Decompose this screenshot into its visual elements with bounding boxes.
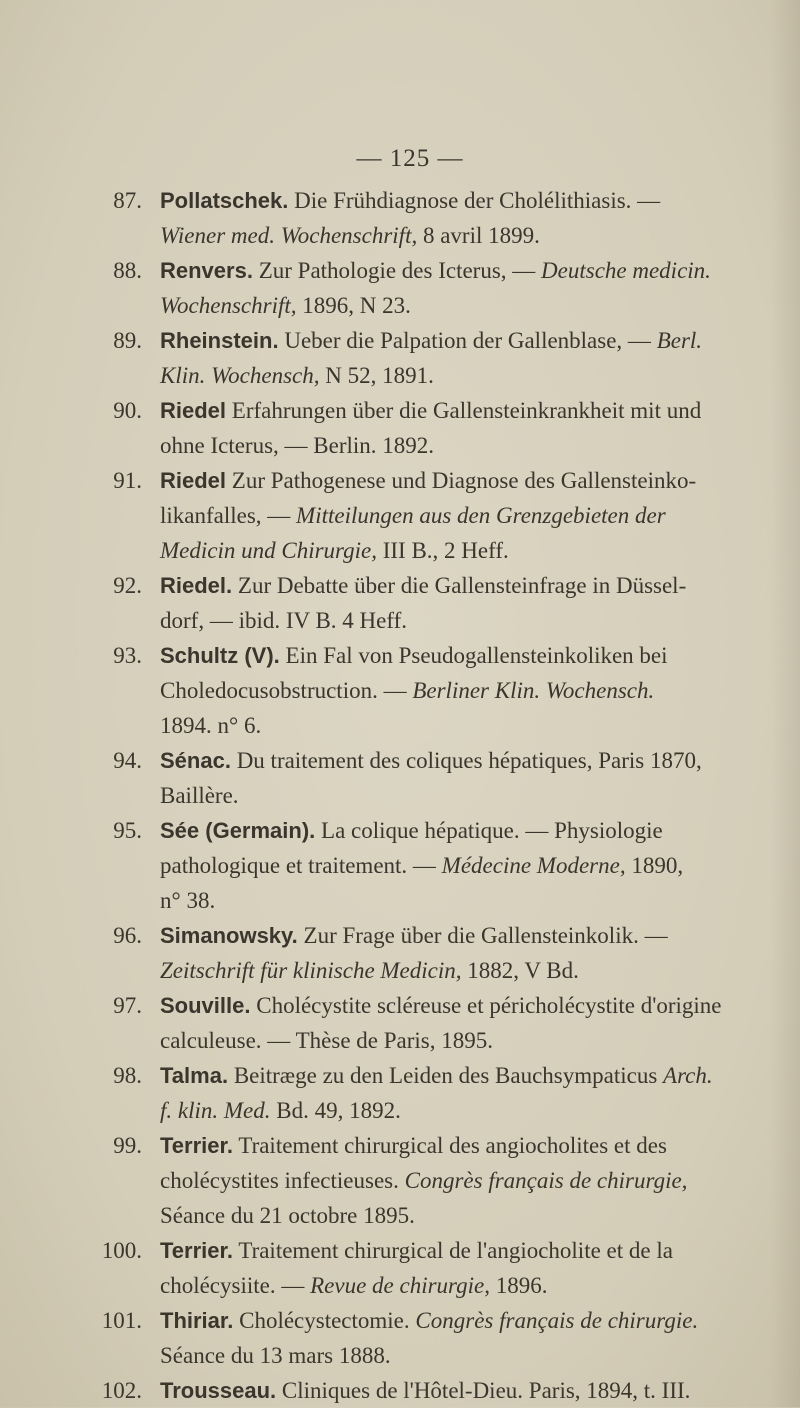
entry-number: 91. bbox=[113, 468, 142, 493]
entry-text: likanfalles, — bbox=[160, 503, 297, 528]
entry-author: Souville. bbox=[160, 993, 251, 1018]
entry-number: 88. bbox=[113, 258, 142, 283]
entry-text: III B., 2 Heff. bbox=[376, 538, 509, 563]
entry-text: calculeuse. — Thèse de Paris, 1895. bbox=[160, 1028, 493, 1053]
entry-text: Traitement chirurgical des angiocholites et des bbox=[238, 1133, 667, 1158]
entry-text: cholécysiite. — bbox=[160, 1273, 311, 1298]
entry-author: Sénac. bbox=[160, 748, 231, 773]
journal-title: Congrès français de chirurgie. bbox=[415, 1308, 699, 1333]
entry-number: 94. bbox=[113, 748, 142, 773]
list-item bbox=[86, 253, 746, 323]
list-item bbox=[86, 1303, 746, 1373]
list-item bbox=[86, 568, 746, 638]
entry-text: Bd. 49, 1892. bbox=[270, 1098, 401, 1123]
entry-number: 93. bbox=[113, 643, 142, 668]
page-number: — 125 — bbox=[356, 145, 464, 172]
entry-text: 1890, bbox=[625, 853, 684, 878]
journal-title: Berl. bbox=[656, 328, 703, 353]
entry-text: cholécystites infectieuses. bbox=[160, 1168, 405, 1193]
entry-text: Baillère. bbox=[160, 783, 239, 808]
entry-text: 1896, N 23. bbox=[296, 293, 411, 318]
journal-title: Médecine Moderne, bbox=[441, 853, 626, 878]
journal-title: Revue de chirurgie, bbox=[310, 1273, 490, 1298]
journal-title: Berliner Klin. Wochensch. bbox=[412, 678, 655, 703]
entry-text: Erfahrungen über die Gallensteinkrankheit mit und bbox=[231, 398, 702, 423]
entry-text: 1882, V Bd. bbox=[461, 958, 579, 983]
entry-number: 98. bbox=[113, 1063, 142, 1088]
entry-text: Zur Pathogenese und Diagnose des Gallensteinko- bbox=[231, 468, 697, 493]
list-item bbox=[86, 638, 746, 743]
list-item bbox=[86, 463, 746, 568]
list-item bbox=[86, 1058, 746, 1128]
list-item bbox=[86, 1233, 746, 1303]
entry-author: Terrier. bbox=[160, 1238, 233, 1263]
list-item bbox=[86, 988, 746, 1058]
entry-author: Pollatschek. bbox=[160, 188, 289, 213]
journal-title: Wiener med. Wochenschrift, bbox=[160, 223, 418, 248]
list-item bbox=[86, 1373, 746, 1408]
entry-author: Schultz (V). bbox=[160, 643, 280, 668]
entry-author: Riedel bbox=[160, 398, 227, 423]
entry-text: Cliniques de l'Hôtel-Dieu. Paris, 1894, t. III. bbox=[281, 1378, 691, 1403]
entry-text: n° 38. bbox=[160, 888, 216, 913]
entry-text: La colique hépatique. — Physiologie bbox=[321, 818, 663, 843]
entry-text: Cholécystectomie. bbox=[239, 1308, 416, 1333]
list-item bbox=[86, 183, 746, 253]
entry-text: Zur Pathologie des Icterus, — bbox=[258, 258, 542, 283]
entry-text: ohne Icterus, — Berlin. 1892. bbox=[160, 433, 435, 458]
journal-title: Deutsche medicin. bbox=[541, 258, 711, 283]
journal-title: Arch. bbox=[663, 1063, 713, 1088]
entry-number: 100. bbox=[101, 1238, 142, 1263]
list-item bbox=[86, 323, 746, 393]
entry-text: Du traitement des coliques hépatiques, Paris 1870, bbox=[236, 748, 702, 773]
entry-author: Simanowsky. bbox=[160, 923, 298, 948]
entry-author: Thiriar. bbox=[160, 1308, 234, 1333]
entry-number: 99. bbox=[113, 1133, 142, 1158]
entry-text: Cholécystite scléreuse et péricholécystite d'origine bbox=[256, 993, 722, 1018]
entry-text: Choledocusobstruction. — bbox=[160, 678, 413, 703]
entry-number: 90. bbox=[113, 398, 142, 423]
entry-text: N 52, 1891. bbox=[319, 363, 434, 388]
entry-author: Riedel. bbox=[160, 573, 233, 598]
entry-text: Séance du 21 octobre 1895. bbox=[160, 1203, 415, 1228]
entry-number: 96. bbox=[113, 923, 142, 948]
entry-number: 102. bbox=[101, 1378, 142, 1403]
entry-number: 97. bbox=[113, 993, 142, 1018]
entry-author: Riedel bbox=[160, 468, 227, 493]
entry-text: Zur Frage über die Gallensteinkolik. — bbox=[303, 923, 668, 948]
entry-text: Séance du 13 mars 1888. bbox=[160, 1343, 391, 1368]
journal-title: Medicin und Chirurgie, bbox=[160, 538, 377, 563]
entry-number: 101. bbox=[101, 1308, 142, 1333]
entry-text: 8 avril 1899. bbox=[417, 223, 540, 248]
list-item bbox=[86, 1128, 746, 1233]
list-item bbox=[86, 813, 746, 918]
entry-text: Ein Fal von Pseudogallensteinkoliken bei bbox=[285, 643, 668, 668]
page-edge-shading bbox=[770, 0, 800, 1407]
entry-text: 1896. bbox=[490, 1273, 548, 1298]
entry-text: pathologique et traitement. — bbox=[160, 853, 442, 878]
entry-number: 95. bbox=[113, 818, 142, 843]
entry-author: Terrier. bbox=[160, 1133, 233, 1158]
entry-number: 92. bbox=[113, 573, 142, 598]
entry-author: Renvers. bbox=[160, 258, 253, 283]
entry-text: Beitræge zu den Leiden des Bauchsympaticus bbox=[233, 1063, 664, 1088]
entry-author: Rheinstein. bbox=[160, 328, 279, 353]
journal-title: Zeitschrift für klinische Medicin, bbox=[160, 958, 462, 983]
list-item bbox=[86, 393, 746, 463]
journal-title: Wochenschrift, bbox=[160, 293, 297, 318]
entry-number: 89. bbox=[113, 328, 142, 353]
reference-list bbox=[86, 183, 746, 1408]
journal-title: f. klin. Med. bbox=[160, 1098, 271, 1123]
entry-text: 1894. n° 6. bbox=[160, 713, 262, 738]
entry-text: Zur Debatte über die Gallensteinfrage in Düssel- bbox=[237, 573, 687, 598]
entry-text: Ueber die Palpation der Gallenblase, — bbox=[284, 328, 657, 353]
entry-text: Die Frühdiagnose der Cholélithiasis. — bbox=[294, 188, 661, 213]
journal-title: Mitteilungen aus den Grenzgebieten der bbox=[296, 503, 666, 528]
list-item bbox=[86, 918, 746, 988]
entry-text: dorf, — ibid. IV B. 4 Heff. bbox=[160, 608, 408, 633]
journal-title: Congrès français de chirurgie, bbox=[404, 1168, 688, 1193]
entry-text: Traitement chirurgical de l'angiocholite et de la bbox=[238, 1238, 673, 1263]
entry-number: 87. bbox=[113, 188, 142, 213]
list-item bbox=[86, 743, 746, 813]
entry-author: Sée (Germain). bbox=[160, 818, 316, 843]
entry-author: Trousseau. bbox=[160, 1378, 277, 1403]
entry-author: Talma. bbox=[160, 1063, 229, 1088]
journal-title: Klin. Wochensch, bbox=[160, 363, 320, 388]
